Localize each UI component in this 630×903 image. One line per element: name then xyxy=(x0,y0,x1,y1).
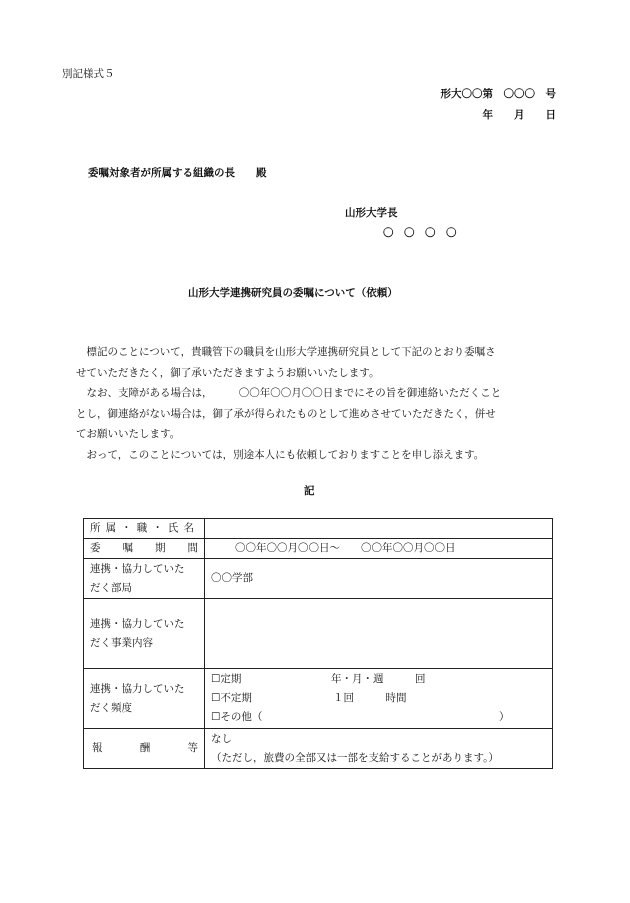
form-label: 別記様式５ xyxy=(62,68,115,80)
body-para-2-line-3: てお願いいたします。 xyxy=(76,428,181,440)
remuneration-value: なし （ただし，旅費の全部又は一部を支給することがあります。） xyxy=(205,729,553,769)
frequency-option-regular: ☐定期 年・月・週 回 xyxy=(211,673,426,685)
document-number: 形大〇〇第 〇〇〇 号 xyxy=(440,88,556,100)
term-value: 〇〇年〇〇月〇〇日〜 〇〇年〇〇月〇〇日 xyxy=(205,539,553,559)
table-row xyxy=(84,559,553,599)
document-date: 年 月 日 xyxy=(482,109,556,121)
department-value: 〇〇学部 xyxy=(205,559,553,599)
affiliation-value xyxy=(205,519,553,539)
affiliation-label: 所 属 ・ 職 ・ 氏 名 xyxy=(84,519,205,539)
sender-title: 山形大学長 xyxy=(345,207,398,219)
table-row xyxy=(84,599,553,669)
term-label: 委 嘱 期 間 xyxy=(84,539,205,559)
frequency-value xyxy=(205,669,553,729)
body-para-1-line-1: 標記のことについて，貴職管下の職員を山形大学連携研究員として下記のとおり委嘱さ xyxy=(86,346,496,358)
department-label: 連携・協力していた だく部局 xyxy=(84,559,205,599)
sender-name: 〇 〇 〇 〇 xyxy=(383,227,457,239)
body-para-3-line-1: おって，このことについては，別途本人にも依頼しておりますことを申し添えます。 xyxy=(76,448,485,461)
body-text xyxy=(76,342,556,465)
remuneration-label: 報 酬 等 xyxy=(84,729,205,769)
details-table xyxy=(83,518,553,769)
frequency-option-other: ☐その他（ ） xyxy=(211,711,510,723)
body-para-1-line-2: せていただきたく，御了承いただきますようお願いいたします。 xyxy=(76,366,380,379)
table-row xyxy=(84,729,553,769)
frequency-label: 連携・協力していた だく頻度 xyxy=(84,669,205,729)
project-content-value xyxy=(205,599,553,669)
project-content-label: 連携・協力していた だく事業内容 xyxy=(84,599,205,669)
ki-heading: 記 xyxy=(304,485,315,497)
frequency-option-irregular: ☐不定期 １回 時間 xyxy=(211,692,407,704)
table-row xyxy=(84,519,553,539)
body-para-2-line-2: とし，御連絡がない場合は，御了承が得られたものとして進めさせていただきたく，併せ xyxy=(76,407,496,420)
table-row xyxy=(84,669,553,729)
recipient: 委嘱対象者が所属する組織の長 殿 xyxy=(88,167,267,179)
subject: 山形大学連携研究員の委嘱について（依頼） xyxy=(188,287,398,299)
body-para-2-line-1: なお、支障がある場合は， 〇〇年〇〇月〇〇日までにその旨を御連絡いただくこと xyxy=(76,387,502,399)
table-row xyxy=(84,539,553,559)
